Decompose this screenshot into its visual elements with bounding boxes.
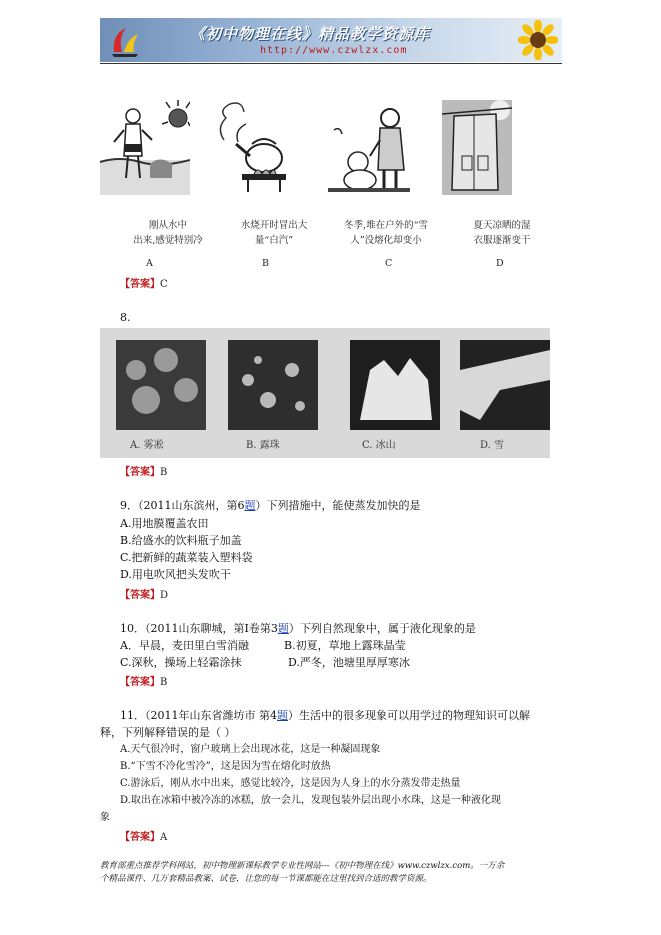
option-letter-d: D <box>496 258 504 269</box>
q9-option-c: C.把新鲜的蔬菜装入塑料袋 <box>120 551 253 564</box>
q11-stem-line2: 释，下列解释错误的是（ ） <box>100 726 236 739</box>
banner-url[interactable]: http://www.czwlzx.com <box>260 45 408 56</box>
q10-option-b: B.初夏，草地上露珠晶莹 <box>284 639 406 652</box>
q9-option-d: D.用电吹风把头发吹干 <box>120 568 231 581</box>
banner-title: 《初中物理在线》精品教学资源库 <box>190 25 431 43</box>
photo-label-c: C. 冰山 <box>362 440 396 451</box>
q11-stem: 11．（2011年山东省潍坊市 第4题）生活中的很多现象可以用学过的物理知识可以解 <box>120 709 530 722</box>
option-letter-c: C <box>385 258 393 269</box>
caption-a: 刚从水中 出来,感觉特别冷 <box>133 220 203 246</box>
illustration-snowman <box>328 100 410 195</box>
illustration-clothes <box>442 100 512 195</box>
q8-number: 8. <box>120 311 131 324</box>
q11-option-a: A.天气很冷时，窗户玻璃上会出现冰花，这是一种凝固现象 <box>120 744 381 755</box>
footer <box>100 860 562 886</box>
photo-label-a: A. 雾凇 <box>130 440 164 451</box>
q10-link[interactable]: 题 <box>277 622 289 635</box>
illustration-swimmer <box>100 100 190 195</box>
photo-rime <box>116 340 206 430</box>
illustration-kettle <box>214 100 296 195</box>
answer-q8: 【答案】B <box>120 467 168 478</box>
q8-photo-strip <box>100 328 550 458</box>
photo-iceberg <box>350 340 440 430</box>
q10-option-d: D.严冬，池塘里厚厚寒冰 <box>288 656 410 669</box>
q9-option-b: B.给盛水的饮料瓶子加盖 <box>120 534 242 547</box>
photo-snow <box>460 340 550 430</box>
footer-line1: 教育部重点推荐学科网站，初中物理新课标教学专业性网站---《初中物理在线》www.czwlzx.com。一万余 <box>100 861 505 871</box>
footer-line2: 个精品课件、几万套精品教案、试卷，让您的每一节课都能在这里找到合适的教学资源。 <box>100 874 432 884</box>
photo-label-b: B. 露珠 <box>246 440 280 451</box>
q11-link[interactable]: 题 <box>277 709 288 722</box>
q11-option-b: B.“下雪不冷化雪冷”，这是因为雪在熔化时放热 <box>120 761 331 772</box>
q11-option-d-cont: 象 <box>100 812 110 823</box>
header-rule <box>100 63 562 64</box>
photo-label-d: D. 雪 <box>480 440 505 451</box>
caption-b: 水烧开时冒出大 量“白汽” <box>240 220 308 246</box>
header-banner <box>100 18 562 62</box>
answer-q10: 【答案】B <box>120 677 168 688</box>
answer-q11: 【答案】A <box>120 832 168 843</box>
logo-icon <box>108 24 142 58</box>
q9-option-a: A.用地膜覆盖农田 <box>120 517 209 530</box>
sunflower-icon <box>518 20 558 60</box>
q9-link[interactable]: 题 <box>244 499 256 512</box>
photo-dew <box>228 340 318 430</box>
q10-option-a: A．早晨，麦田里白雪消融 <box>120 639 249 652</box>
q9-stem: 9．（2011山东滨州，第6题）下列措施中，能使蒸发加快的是 <box>120 499 421 512</box>
caption-d: 夏天凉晒的湿 衣服逐渐变干 <box>473 220 531 246</box>
caption-c: 冬季,堆在户外的“雪 人”没熔化却变小 <box>344 220 428 246</box>
q11-option-c: C.游泳后，刚从水中出来，感觉比较冷，这是因为人身上的水分蒸发带走热量 <box>120 778 461 789</box>
q10-option-c: C.深秋，操场上轻霜涂抹 <box>120 656 242 669</box>
option-letter-a: A <box>146 258 153 269</box>
q11-option-d: D.取出在冰箱中被冷冻的冰糕，放一会儿，发现包装外层出现小水珠，这是一种液化现 <box>120 795 501 806</box>
answer-q7: 【答案】C <box>120 279 168 290</box>
option-letter-b: B <box>262 258 269 269</box>
q10-stem: 10．（2011山东聊城，第Ⅰ卷第3题）下列自然现象中，属于液化现象的是 <box>120 622 476 635</box>
answer-q9: 【答案】D <box>120 590 169 601</box>
